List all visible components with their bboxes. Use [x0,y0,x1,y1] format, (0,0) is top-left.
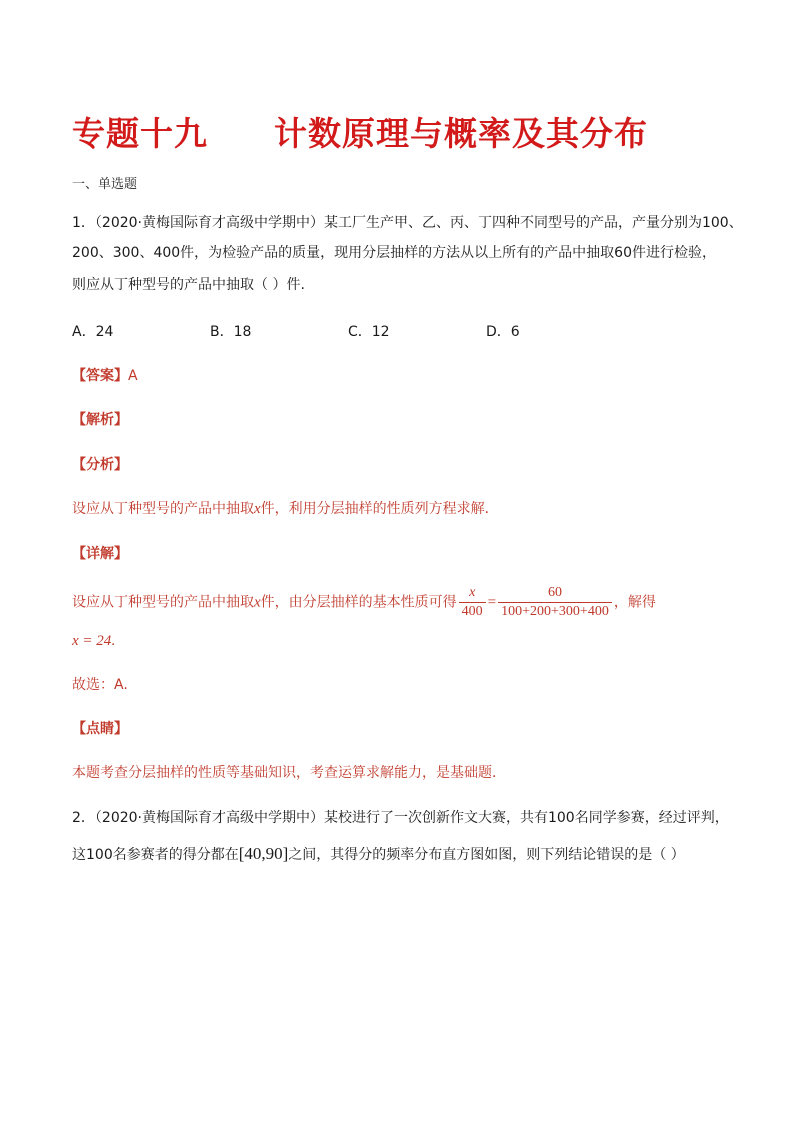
result-equation: x = 24 [72,633,112,649]
q2-text-line-2 [72,845,685,864]
q1-text-line-2: 200、300、400件，为检验产品的质量，现用分层抽样的方法从以上所有的产品中抽取60件进行检验， [72,245,716,261]
choose-text: 故选：A. [72,677,128,693]
q2-interval: [40,90] [238,844,289,863]
fraction-60-1000 [498,584,612,621]
q2-text-line-2-b: 之间，其得分的频率分布直方图如图，则下列结论错误的是（ ） [288,847,685,863]
q1-text-line-1: 1．（2020·黄梅国际育才高级中学期中）某工厂生产甲、乙、丙、丁四种不同型号的产品，产量分别为100、 [72,215,743,231]
detail-tag: 【详解】 [72,546,128,562]
fraction-x-400 [459,584,486,621]
result-end: . [111,633,116,649]
comment-text: 本题考查分层抽样的性质等基础知识，考查运算求解能力，是基础题． [72,765,506,781]
answer-value: A [128,368,138,384]
section-heading: 一、单选题 [72,177,138,192]
detail-text-c: ，解得 [613,594,656,611]
fenxi-text-b: 件，利用分层抽样的性质列方程求解． [260,501,499,517]
fraction-2-numerator: 60 [547,585,562,600]
fraction-2-denominator: 100+200+300+400 [498,602,612,621]
equals-sign: = [487,594,497,611]
q2-text-line-1: 2．（2020·黄梅国际育才高级中学期中）某校进行了一次创新作文大赛，共有100名同学参赛，经过评判， [72,810,729,826]
q1-option-c: C．12 [348,324,390,340]
fraction-1-numerator: x [469,585,476,600]
q1-option-b: B．18 [210,324,252,340]
page-title [72,108,648,155]
fenxi-tag: 【分析】 [72,457,128,473]
detail-text [72,584,656,621]
q1-text-line-3: 则应从丁种型号的产品中抽取（ ）件. [72,277,305,293]
fenxi-text [72,500,499,518]
title-part-1: 专题十九 [72,114,208,153]
detail-text-a: 设应从丁种型号的产品中抽取 [72,594,254,611]
q2-text-line-2-a: 这100名参赛者的得分都在 [72,847,239,863]
title-part-2: 计数原理与概率及其分布 [274,114,648,153]
answer-tag: 【答案】 [72,368,128,384]
fenxi-text-a: 设应从丁种型号的产品中抽取 [72,501,254,517]
fraction-1-denominator: 400 [459,602,486,621]
q1-answer [72,367,138,385]
q1-option-d: D．6 [486,324,520,340]
q1-option-a: A．24 [72,324,114,340]
detail-result [72,632,115,650]
var-x: x [254,501,261,517]
detail-text-b: 件，由分层抽样的基本性质可得 [260,594,457,611]
var-x: x [254,594,261,611]
analysis-tag: 【解析】 [72,412,128,428]
comment-tag: 【点睛】 [72,721,128,737]
